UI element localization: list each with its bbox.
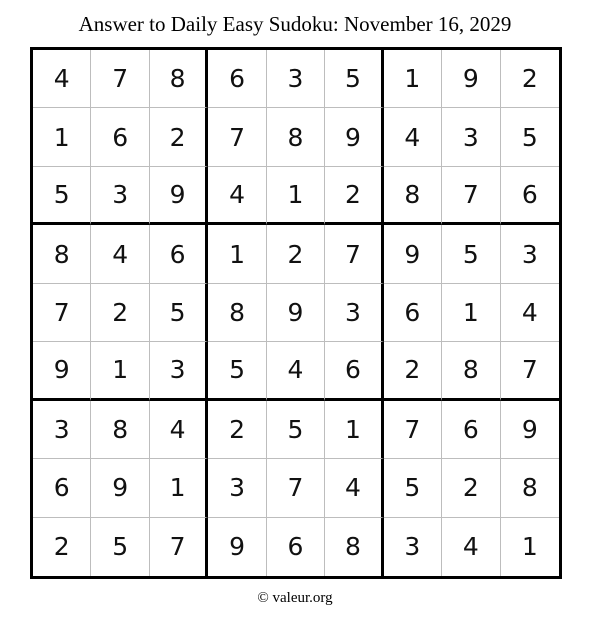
sudoku-cell: 9 [150,167,208,225]
sudoku-cell: 5 [442,225,500,283]
sudoku-cell: 3 [267,50,325,108]
sudoku-cell: 3 [501,225,559,283]
sudoku-cell: 5 [208,342,266,400]
sudoku-cell: 5 [267,401,325,459]
sudoku-cell: 1 [91,342,149,400]
sudoku-cell: 4 [91,225,149,283]
sudoku-cell: 9 [442,50,500,108]
sudoku-cell: 4 [384,108,442,166]
sudoku-cell: 6 [442,401,500,459]
sudoku-cell: 7 [208,108,266,166]
sudoku-cell: 2 [91,284,149,342]
sudoku-cell: 4 [501,284,559,342]
sudoku-cell: 5 [501,108,559,166]
sudoku-cell: 6 [501,167,559,225]
sudoku-cell: 6 [208,50,266,108]
sudoku-cell: 4 [442,518,500,576]
sudoku-cell: 8 [325,518,383,576]
sudoku-cell: 6 [325,342,383,400]
sudoku-cell: 6 [33,459,91,517]
sudoku-cell: 1 [267,167,325,225]
sudoku-cell: 7 [33,284,91,342]
sudoku-cell: 2 [267,225,325,283]
sudoku-cell: 2 [442,459,500,517]
sudoku-cell: 2 [325,167,383,225]
sudoku-cell: 7 [384,401,442,459]
sudoku-cell: 4 [267,342,325,400]
copyright-footer: © valeur.org [257,590,333,606]
sudoku-cell: 3 [150,342,208,400]
sudoku-cell: 5 [150,284,208,342]
sudoku-cell: 8 [501,459,559,517]
sudoku-cell: 5 [325,50,383,108]
sudoku-cell: 8 [267,108,325,166]
sudoku-cell: 7 [267,459,325,517]
sudoku-cell: 1 [442,284,500,342]
sudoku-cell: 9 [501,401,559,459]
sudoku-cell: 9 [208,518,266,576]
sudoku-cell: 9 [91,459,149,517]
sudoku-cell: 4 [325,459,383,517]
sudoku-cell: 8 [33,225,91,283]
sudoku-cell: 9 [267,284,325,342]
sudoku-cell: 2 [208,401,266,459]
page-title: Answer to Daily Easy Sudoku: November 16, 2029 [78,12,512,36]
sudoku-cell: 1 [384,50,442,108]
sudoku-cell: 1 [521,532,538,562]
sudoku-cell: 6 [150,225,208,283]
sudoku-cell: 8 [208,284,266,342]
sudoku-cell: 7 [150,518,208,576]
sudoku-cell: 7 [325,225,383,283]
sudoku-cell: 9 [325,108,383,166]
sudoku-cell: 2 [501,50,559,108]
sudoku-cell: 3 [33,401,91,459]
sudoku-cell: 4 [150,401,208,459]
sudoku-cell: 9 [384,225,442,283]
sudoku-board [30,47,562,579]
sudoku-cell: 3 [325,284,383,342]
sudoku-cell: 3 [442,108,500,166]
sudoku-cell: 8 [91,401,149,459]
sudoku-cell: 1 [150,459,208,517]
sudoku-cell: 3 [384,518,442,576]
sudoku-cell: 2 [150,108,208,166]
sudoku-cell: 6 [384,284,442,342]
sudoku-cell: 1 [208,225,266,283]
sudoku-cell: 8 [384,167,442,225]
sudoku-cell: 5 [91,518,149,576]
sudoku-cell: 3 [91,167,149,225]
sudoku-cell: 1 [33,108,91,166]
sudoku-cell: 6 [91,108,149,166]
sudoku-cell: 7 [91,50,149,108]
sudoku-cell: 4 [208,167,266,225]
sudoku-cell: 7 [501,342,559,400]
sudoku-cell: 5 [384,459,442,517]
sudoku-cell: 9 [33,342,91,400]
sudoku-cell: 8 [442,342,500,400]
sudoku-cell: 6 [267,518,325,576]
sudoku-cell: 3 [208,459,266,517]
sudoku-cell: 8 [150,50,208,108]
sudoku-cell: 4 [33,50,91,108]
sudoku-cell: 5 [33,167,91,225]
sudoku-cell: 2 [384,342,442,400]
sudoku-cell: 1 [325,401,383,459]
sudoku-cell: 2 [33,518,91,576]
sudoku-cell: 7 [442,167,500,225]
